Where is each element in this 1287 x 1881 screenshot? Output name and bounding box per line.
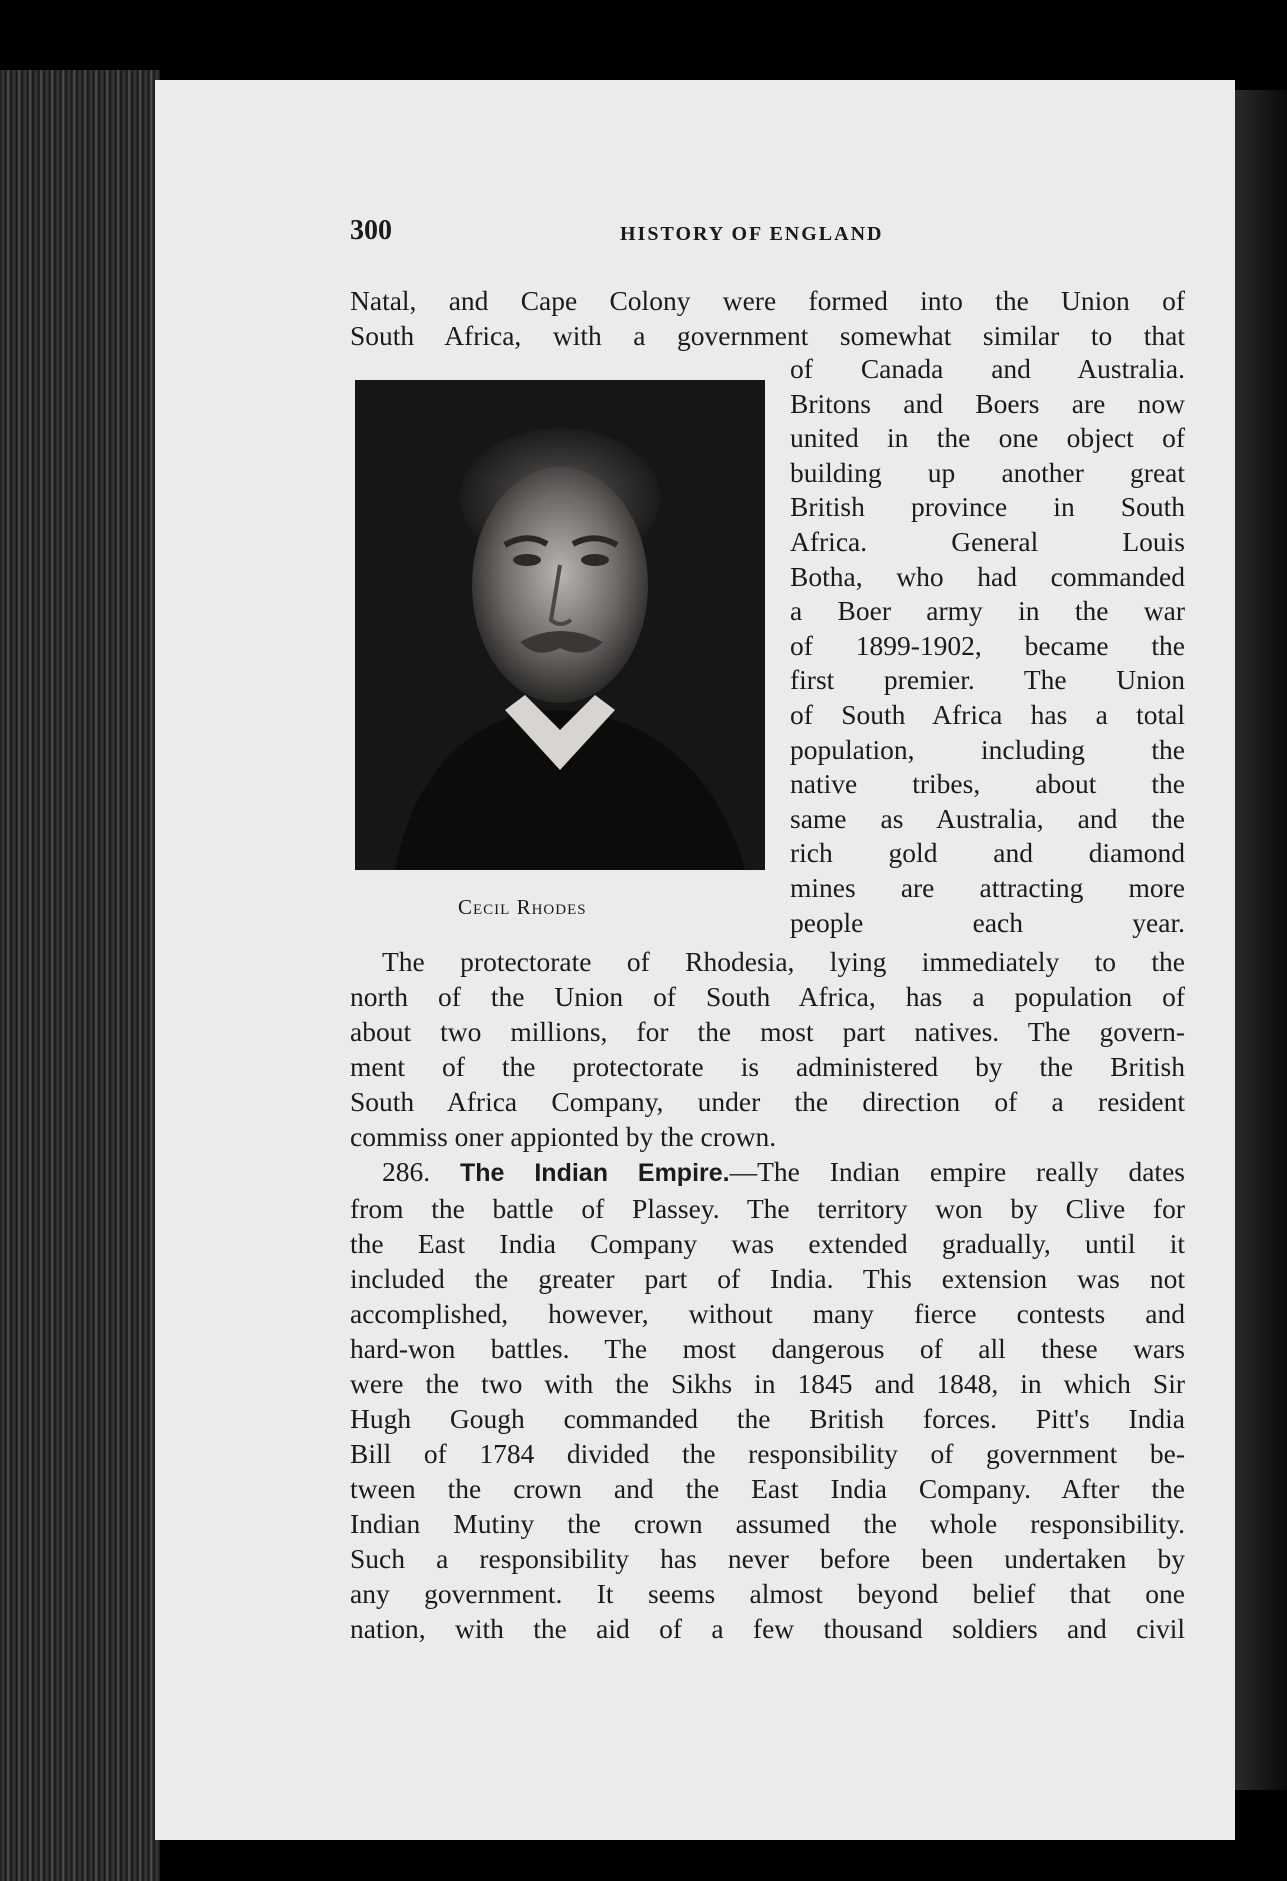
text-line: north of the Union of South Africa, has a population of xyxy=(350,981,1185,1012)
running-head xyxy=(350,215,1190,255)
text-line: Indian Mutiny the crown assumed the whole responsibility. xyxy=(350,1508,1185,1539)
text-line: of Canada and Australia. xyxy=(790,353,1185,384)
section-286 xyxy=(350,1154,1185,1646)
text-line: South Africa Company, under the direction of a resident xyxy=(350,1086,1185,1117)
wrapped-paragraph xyxy=(790,352,1185,940)
text-line: of 1899-1902, became the xyxy=(790,629,1185,661)
text-line: Natal, and Cape Colony were formed into the Union of xyxy=(350,285,1185,316)
text-line: united in the one object of xyxy=(790,422,1185,454)
facing-page-edge xyxy=(1235,90,1287,1790)
text-line: same as Australia, and the xyxy=(790,802,1185,834)
portrait-figure xyxy=(355,380,765,870)
text-line: hard-won battles. The most dangerous of all these wars xyxy=(350,1333,1185,1364)
text-line: ment of the protectorate is administered by the British xyxy=(350,1051,1185,1082)
text-line: Africa. General Louis xyxy=(790,525,1185,557)
text-line: included the greater part of India. This extension was not xyxy=(350,1263,1185,1294)
text-line: about two millions, for the most part natives. The govern- xyxy=(350,1016,1185,1047)
text-line: Botha, who had commanded xyxy=(790,560,1185,592)
text-line: Bill of 1784 divided the responsibility of government be- xyxy=(350,1438,1185,1469)
opening-paragraph xyxy=(350,283,1185,353)
text-line: of South Africa has a total xyxy=(790,698,1185,730)
section-first-line-text: —The Indian empire really dates xyxy=(729,1156,1185,1187)
text-line: were the two with the Sikhs in 1845 and 1848, in which Sir xyxy=(350,1368,1185,1399)
figure-caption: Cecil Rhodes xyxy=(458,895,587,919)
page-number: 300 xyxy=(350,215,392,246)
text-line: The protectorate of Rhodesia, lying immediately to the xyxy=(382,946,1185,977)
text-line: from the battle of Plassey. The territory won by Clive for xyxy=(350,1193,1185,1224)
text-line: commiss oner appionted by the crown. xyxy=(350,1121,777,1152)
section-heading: The Indian Empire. xyxy=(459,1159,730,1187)
text-line: a Boer army in the war xyxy=(790,595,1185,627)
section-number: 286. xyxy=(382,1156,431,1187)
text-line: the East India Company was extended gradually, until it xyxy=(350,1228,1185,1259)
text-line: South Africa, with a government somewhat similar to that xyxy=(350,320,1185,351)
text-line: native tribes, about the xyxy=(790,768,1185,800)
text-line: mines are attracting more xyxy=(790,871,1185,903)
portrait-image xyxy=(355,380,765,870)
running-title: HISTORY OF ENGLAND xyxy=(620,223,884,245)
text-line: rich gold and diamond xyxy=(790,837,1185,869)
text-line: any government. It seems almost beyond belief that one xyxy=(350,1578,1185,1609)
text-line: population, including the xyxy=(790,733,1185,765)
text-line: Such a responsibility has never before been undertaken by xyxy=(350,1543,1185,1574)
text-line: first premier. The Union xyxy=(790,664,1185,696)
text-line: people each year. xyxy=(790,906,1185,938)
rhodesia-paragraph xyxy=(350,944,1185,1154)
book-binding-edge xyxy=(0,70,160,1881)
section-first-line xyxy=(350,1154,1185,1191)
text-line: British province in South xyxy=(790,491,1185,523)
text-line: Hugh Gough commanded the British forces. Pitt's India xyxy=(350,1403,1185,1434)
text-line: accomplished, however, without many fierce contests and xyxy=(350,1298,1185,1329)
text-line: nation, with the aid of a few thousand soldiers and civil xyxy=(350,1613,1185,1644)
text-line: tween the crown and the East India Company. After the xyxy=(350,1473,1185,1504)
text-line: building up another great xyxy=(790,456,1185,488)
text-line: Britons and Boers are now xyxy=(790,387,1185,419)
